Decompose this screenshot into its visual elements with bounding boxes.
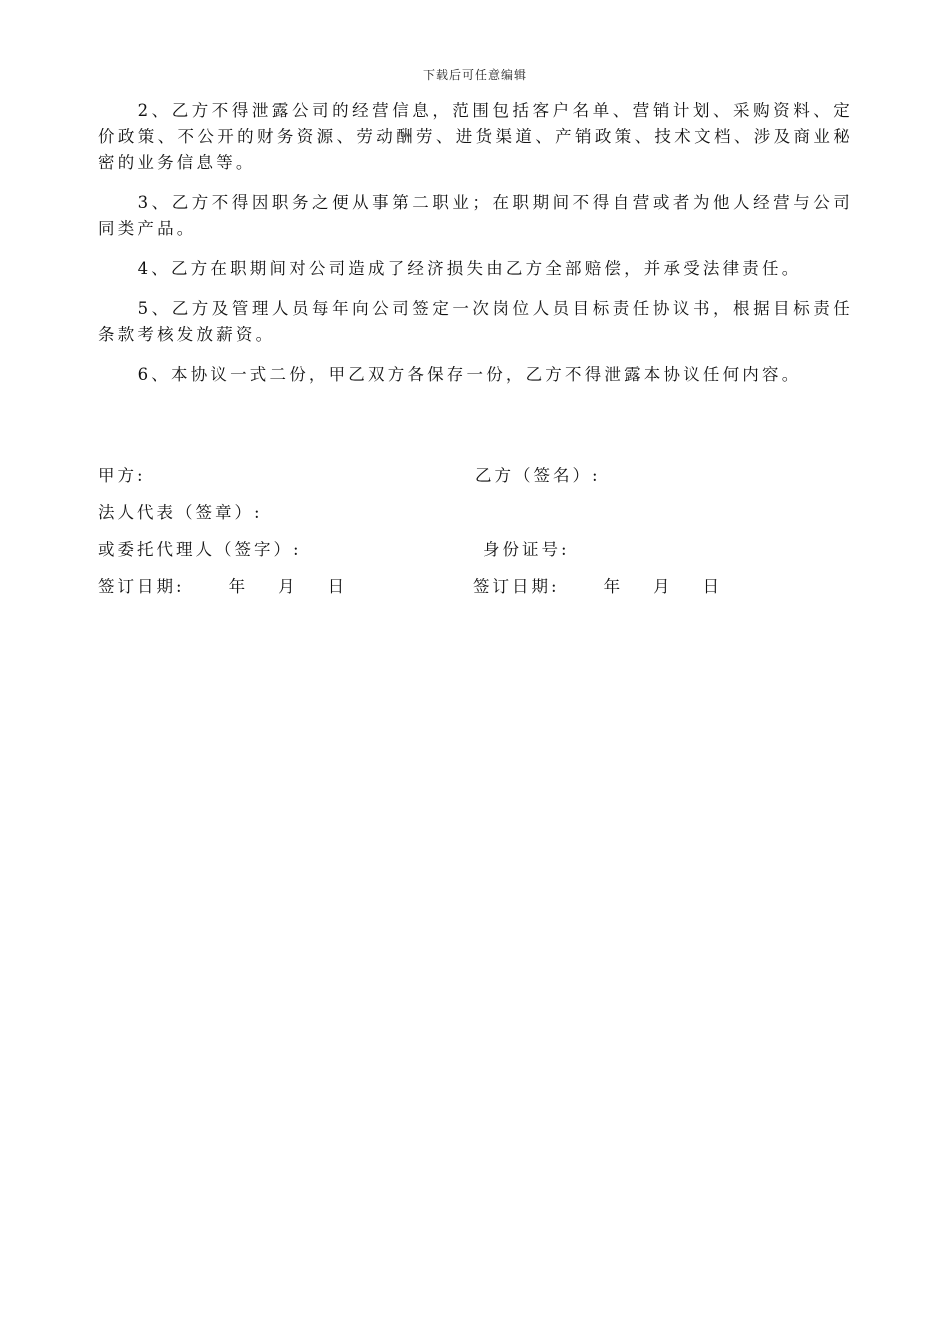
sign-date-label: 签订日期: [473, 577, 560, 596]
id-number-label: 身份证号: [483, 540, 570, 559]
signature-row-dates [98, 573, 853, 610]
party-a-label: 甲方: [98, 466, 146, 485]
day-label: 日 [327, 577, 348, 596]
party-b-date [473, 573, 722, 597]
header-note: 下载后可任意编辑 [422, 68, 527, 82]
signature-block [98, 462, 853, 610]
clause-4: 4、乙方在职期间对公司造成了经济损失由乙方全部赔偿，并承受法律责任。 [137, 259, 802, 278]
agent-label: 或委托代理人（签字）: [98, 540, 302, 559]
party-b-label: 乙方（签名）: [475, 466, 601, 485]
agreement-body [98, 98, 853, 402]
legal-rep-label: 法人代表（签章）: [98, 503, 263, 522]
month-label: 月 [653, 577, 673, 596]
clause-6: 6、本协议一式二份，甲乙双方各保存一份，乙方不得泄露本协议任何内容。 [137, 365, 802, 384]
month-label: 月 [278, 577, 298, 596]
clause-2: 2、乙方不得泄露公司的经营信息，范围包括客户名单、营销计划、采购资料、定价政策、不公开的财务资源、劳动酬劳、进货渠道、产销政策、技术文档、涉及商业秘密的业务信息等。 [98, 101, 853, 172]
clause-5: 5、乙方及管理人员每年向公司签定一次岗位人员目标责任协议书，根据目标责任条款考核发放薪资。 [98, 299, 853, 344]
year-label: 年 [603, 577, 624, 596]
day-label: 日 [702, 577, 723, 596]
sign-date-label: 签订日期: [98, 577, 185, 596]
signature-row-parties [98, 462, 853, 499]
signature-row-legal-rep [98, 499, 853, 536]
party-a-date [98, 573, 347, 597]
year-label: 年 [228, 577, 249, 596]
clause-3: 3、乙方不得因职务之便从事第二职业；在职期间不得自营或者为他人经营与公司同类产品。 [98, 193, 853, 238]
signature-row-agent [98, 536, 853, 573]
